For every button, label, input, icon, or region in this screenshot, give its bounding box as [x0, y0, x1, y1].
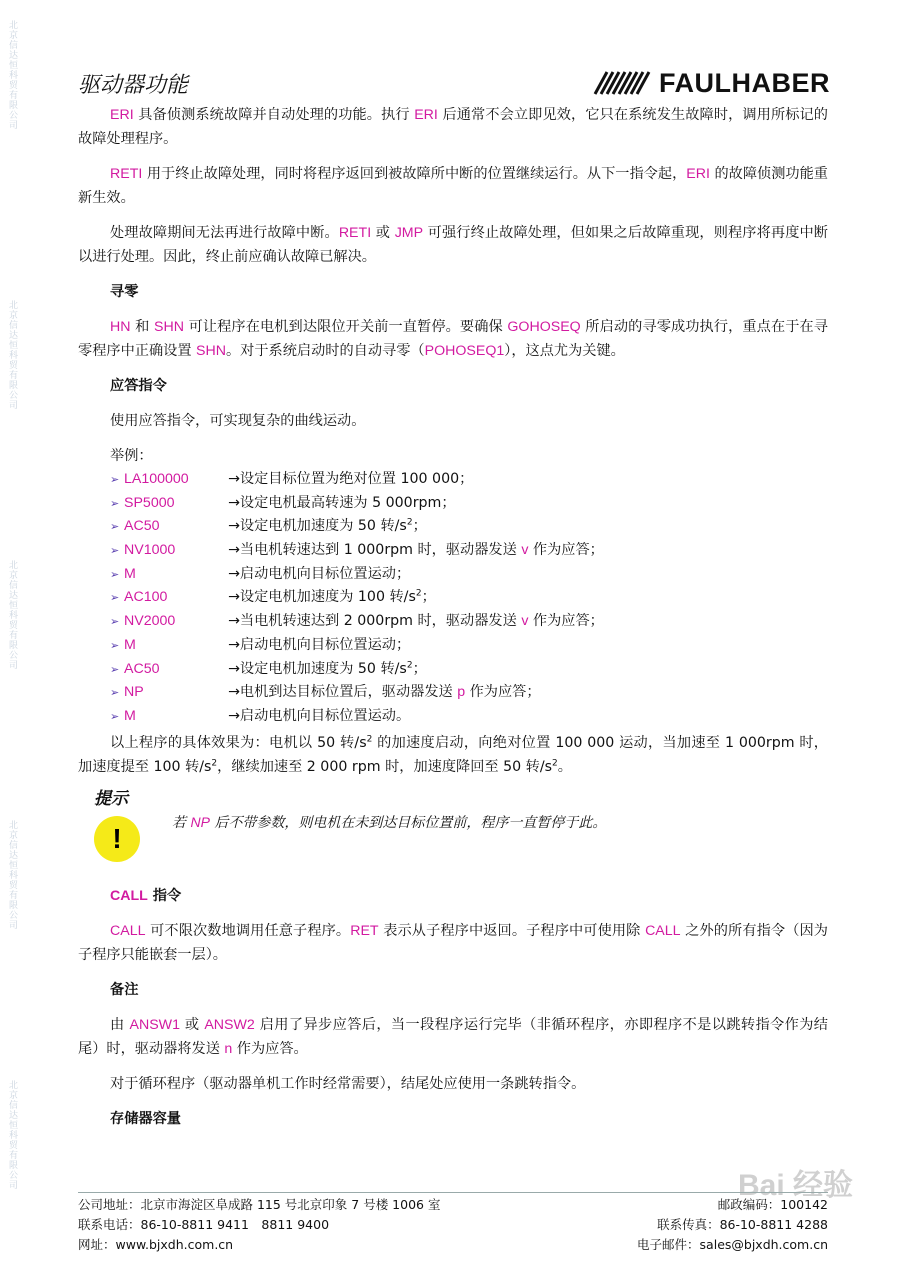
- footer-fax: 联系传真：86-10-8811 4288: [657, 1217, 828, 1232]
- text-segment: →设定电机加速度为 100 转/s: [228, 589, 416, 606]
- example-description: [228, 515, 828, 539]
- sidebar-text: 北京信达恒科贸有限公司: [7, 820, 17, 930]
- example-command: M: [124, 565, 136, 582]
- command-keyword: ANSW1: [129, 1016, 180, 1033]
- exclamation-icon: !: [94, 816, 140, 862]
- command-keyword: SHN: [154, 319, 184, 335]
- heading-note: 备注: [110, 981, 139, 998]
- text-segment: 可强行终止故障处理，但如果之后故障重现，则程序将再度中断以进行处理。因此，终止前应确认故障已解决。: [78, 225, 828, 265]
- text-segment: 所启动的寻零成功执行，重点在于在寻零程序中正确设置: [78, 319, 828, 359]
- paragraph-fault: [78, 221, 828, 269]
- text-segment: →设定电机最高转速为 5 000rpm；: [228, 494, 456, 511]
- text-segment: 作为应答；: [528, 542, 604, 559]
- sidebar-text: 北京信达恒科贸有限公司: [7, 20, 17, 130]
- superscript: 2: [211, 757, 218, 768]
- example-command: LA100000: [124, 471, 189, 487]
- text-segment: →设定目标位置为绝对位置 100 000；: [228, 471, 474, 487]
- example-command: AC50: [124, 518, 160, 535]
- command-keyword: RET: [350, 922, 379, 939]
- command-keyword: GOHOSEQ: [507, 319, 581, 335]
- page-footer: [78, 1192, 828, 1255]
- command-keyword: CALL: [645, 922, 681, 939]
- arrow-bullet-icon: ➢: [110, 686, 120, 700]
- text-segment: →设定电机加速度为 50 转/s: [228, 660, 407, 677]
- page-header: [78, 62, 830, 100]
- text-segment: 的加速度启动，向绝对位置 100 000 运动，当加速至 1 000rpm 时，加速度提至 100 转/s: [78, 734, 828, 775]
- arrow-bullet-icon: ➢: [110, 591, 120, 605]
- command-keyword: SHN: [196, 343, 226, 359]
- text-segment: →设定电机加速度为 50 转/s: [228, 518, 407, 535]
- faulhaber-logo: [593, 67, 830, 98]
- tip-text: [172, 810, 606, 835]
- text-segment: 作为应答；: [465, 684, 541, 701]
- text-segment: →电机到达目标位置后，驱动器发送: [228, 684, 458, 701]
- example-description: [228, 634, 828, 658]
- heading-response: 应答指令: [110, 378, 167, 394]
- example-row: [110, 539, 828, 563]
- arrow-bullet-icon: ➢: [110, 473, 120, 486]
- text-segment: 具备侦测系统故障并自动处理的功能。执行: [133, 107, 415, 123]
- tip-box: [78, 783, 828, 863]
- example-row: [110, 468, 828, 492]
- text-segment: 作为应答。: [232, 1040, 308, 1057]
- example-command: AC50: [124, 660, 160, 677]
- text-segment: 。: [557, 758, 572, 775]
- text-segment: 用于终止故障处理，同时将程序返回到被故障所中断的位置继续运行。从下一指令起，: [142, 166, 687, 182]
- command-keyword: ERI: [686, 166, 710, 182]
- arrow-bullet-icon: ➢: [110, 567, 120, 581]
- paragraph-summary: [78, 731, 828, 779]
- text-segment: →当电机转速达到 1 000rpm 时，驱动器发送: [228, 542, 522, 559]
- sidebar-watermark: [0, 0, 22, 1280]
- text-segment: 。对于系统启动时的自动寻零（: [225, 343, 425, 359]
- command-keyword: HN: [110, 319, 131, 335]
- example-row: [110, 492, 828, 516]
- paragraph-homing: [78, 315, 828, 363]
- footer-website[interactable]: 网址：www.bjxdh.com.cn: [78, 1237, 234, 1252]
- text-segment: 作为应答；: [528, 613, 604, 630]
- main-content: [78, 103, 828, 1131]
- example-row: [110, 634, 828, 658]
- arrow-bullet-icon: ➢: [110, 520, 120, 534]
- text-segment: 或: [179, 1016, 205, 1033]
- text-segment: 指令: [147, 887, 182, 904]
- command-keyword: v: [521, 542, 529, 559]
- logo-text: FAULHABER: [659, 67, 830, 98]
- superscript: 2: [552, 757, 558, 768]
- example-row: [110, 515, 828, 539]
- example-description: [228, 539, 828, 563]
- example-row: [110, 586, 828, 610]
- command-keyword: v: [521, 613, 529, 630]
- text-segment: →当电机转速达到 2 000rpm 时，驱动器发送: [228, 613, 522, 630]
- text-segment: →启动电机向目标位置运动；: [228, 565, 411, 582]
- paragraph-note-2: 对于循环程序（驱动器单机工作时经常需要），结尾处应使用一条跳转指令。: [110, 1075, 586, 1092]
- superscript: 2: [415, 588, 422, 599]
- example-row: [110, 705, 828, 729]
- text-segment: ；: [412, 518, 427, 535]
- text-segment: ，继续加速至 2 000 rpm 时，加速度降回至 50 转/s: [217, 758, 553, 775]
- paragraph-reti: [78, 162, 828, 210]
- page-title: 驱动器功能: [78, 73, 189, 98]
- example-description: [228, 586, 828, 610]
- arrow-bullet-icon: ➢: [110, 496, 120, 510]
- baidu-watermark: Bai 经验: [737, 1169, 853, 1202]
- heading-memory: 存储器容量: [110, 1110, 181, 1127]
- text-segment: 可不限次数地调用任意子程序。: [145, 922, 351, 939]
- command-keyword: POHOSEQ1: [424, 343, 505, 359]
- example-row: [110, 563, 828, 587]
- arrow-bullet-icon: ➢: [110, 615, 120, 629]
- arrow-bullet-icon: ➢: [110, 709, 120, 723]
- sidebar-text: 北京信达恒科贸有限公司: [7, 1080, 17, 1190]
- footer-postcode: 邮政编码：100142: [717, 1197, 828, 1212]
- text-segment: 处理故障期间无法再进行故障中断。: [110, 225, 339, 241]
- command-keyword: ERI: [414, 107, 438, 123]
- text-segment: →启动电机向目标位置运动。: [228, 707, 411, 724]
- text-segment: 由: [110, 1016, 130, 1033]
- sidebar-text: 北京信达恒科贸有限公司: [7, 560, 17, 670]
- text-segment: ），这点尤为关键。: [504, 343, 625, 359]
- example-list: [110, 468, 828, 729]
- text-segment: →启动电机向目标位置运动；: [228, 636, 411, 653]
- example-description: [228, 610, 828, 634]
- command-keyword: RETI: [338, 225, 372, 241]
- example-command: SP5000: [124, 494, 175, 511]
- paragraph-note-1: [78, 1013, 828, 1061]
- superscript: 2: [366, 733, 373, 744]
- example-description: [228, 681, 828, 705]
- text-segment: 后不带参数，则电机在未到达目标位置前，程序一直暂停于此。: [209, 814, 607, 831]
- example-row: [110, 681, 828, 705]
- heading-homing: 寻零: [110, 284, 139, 300]
- paragraph-eri: [78, 103, 828, 151]
- text-segment: ；: [421, 589, 436, 606]
- text-segment: 之外的所有指令（因为子程序只能嵌套一层）。: [78, 922, 828, 963]
- text-segment: ；: [412, 660, 427, 677]
- heading-call: [110, 884, 828, 908]
- command-keyword: ANSW2: [204, 1016, 255, 1033]
- text-segment: 和: [130, 319, 154, 335]
- example-row: [110, 610, 828, 634]
- text-segment: 可让程序在电机到达限位开关前一直暂停。要确保: [183, 319, 508, 335]
- example-command: AC100: [124, 589, 168, 606]
- text-segment: 若: [172, 814, 191, 831]
- superscript: 2: [406, 659, 413, 670]
- text-segment: 表示从子程序中返回。子程序中可使用除: [378, 922, 646, 939]
- paragraph-response: 使用应答指令，可实现复杂的曲线运动。: [110, 413, 366, 429]
- command-keyword: p: [457, 684, 466, 701]
- superscript: 2: [406, 517, 413, 528]
- tip-label: 提示: [94, 788, 128, 809]
- text-segment: 启用了异步应答后，当一段程序运行完毕（非循环程序，亦即程序不是以跳转指令作为结尾）时，驱动器将发送: [78, 1016, 828, 1057]
- paragraph-call: [78, 919, 828, 967]
- command-keyword: CALL: [110, 887, 148, 904]
- example-command: M: [124, 707, 136, 724]
- example-description: [228, 705, 828, 729]
- text-segment: 后通常不会立即见效，它只在系统发生故障时，调用所标记的故障处理程序。: [78, 107, 828, 147]
- example-label: 举例：: [110, 448, 153, 464]
- arrow-bullet-icon: ➢: [110, 638, 120, 652]
- example-description: [228, 492, 828, 516]
- command-keyword: RETI: [110, 166, 143, 182]
- text-segment: 的故障侦测功能重新生效。: [78, 166, 828, 206]
- command-keyword: NP: [190, 813, 210, 830]
- example-command: NV1000: [124, 542, 176, 559]
- sidebar-text: 北京信达恒科贸有限公司: [7, 300, 17, 410]
- footer-address: 公司地址：北京市海淀区阜成路 115 号北京印象 7 号楼 1006 室: [78, 1197, 441, 1212]
- command-keyword: JMP: [394, 225, 424, 241]
- example-description: [228, 563, 828, 587]
- example-description: [228, 468, 828, 492]
- command-keyword: CALL: [110, 922, 146, 939]
- command-keyword: n: [224, 1040, 233, 1057]
- example-description: [228, 658, 828, 682]
- footer-email[interactable]: 电子邮件：sales@bjxdh.com.cn: [637, 1237, 828, 1252]
- text-segment: 以上程序的具体效果为：电机以 50 转/s: [110, 734, 367, 751]
- command-keyword: ERI: [110, 107, 134, 123]
- example-command: NV2000: [124, 613, 176, 630]
- example-command: NP: [124, 684, 144, 701]
- example-command: M: [124, 636, 136, 653]
- text-segment: 或: [371, 225, 395, 241]
- arrow-bullet-icon: ➢: [110, 662, 120, 676]
- footer-phone: 联系电话：86-10-8811 9411 8811 9400: [78, 1217, 330, 1232]
- example-row: [110, 658, 828, 682]
- arrow-bullet-icon: ➢: [110, 544, 120, 558]
- logo-stripes-icon: [593, 70, 655, 96]
